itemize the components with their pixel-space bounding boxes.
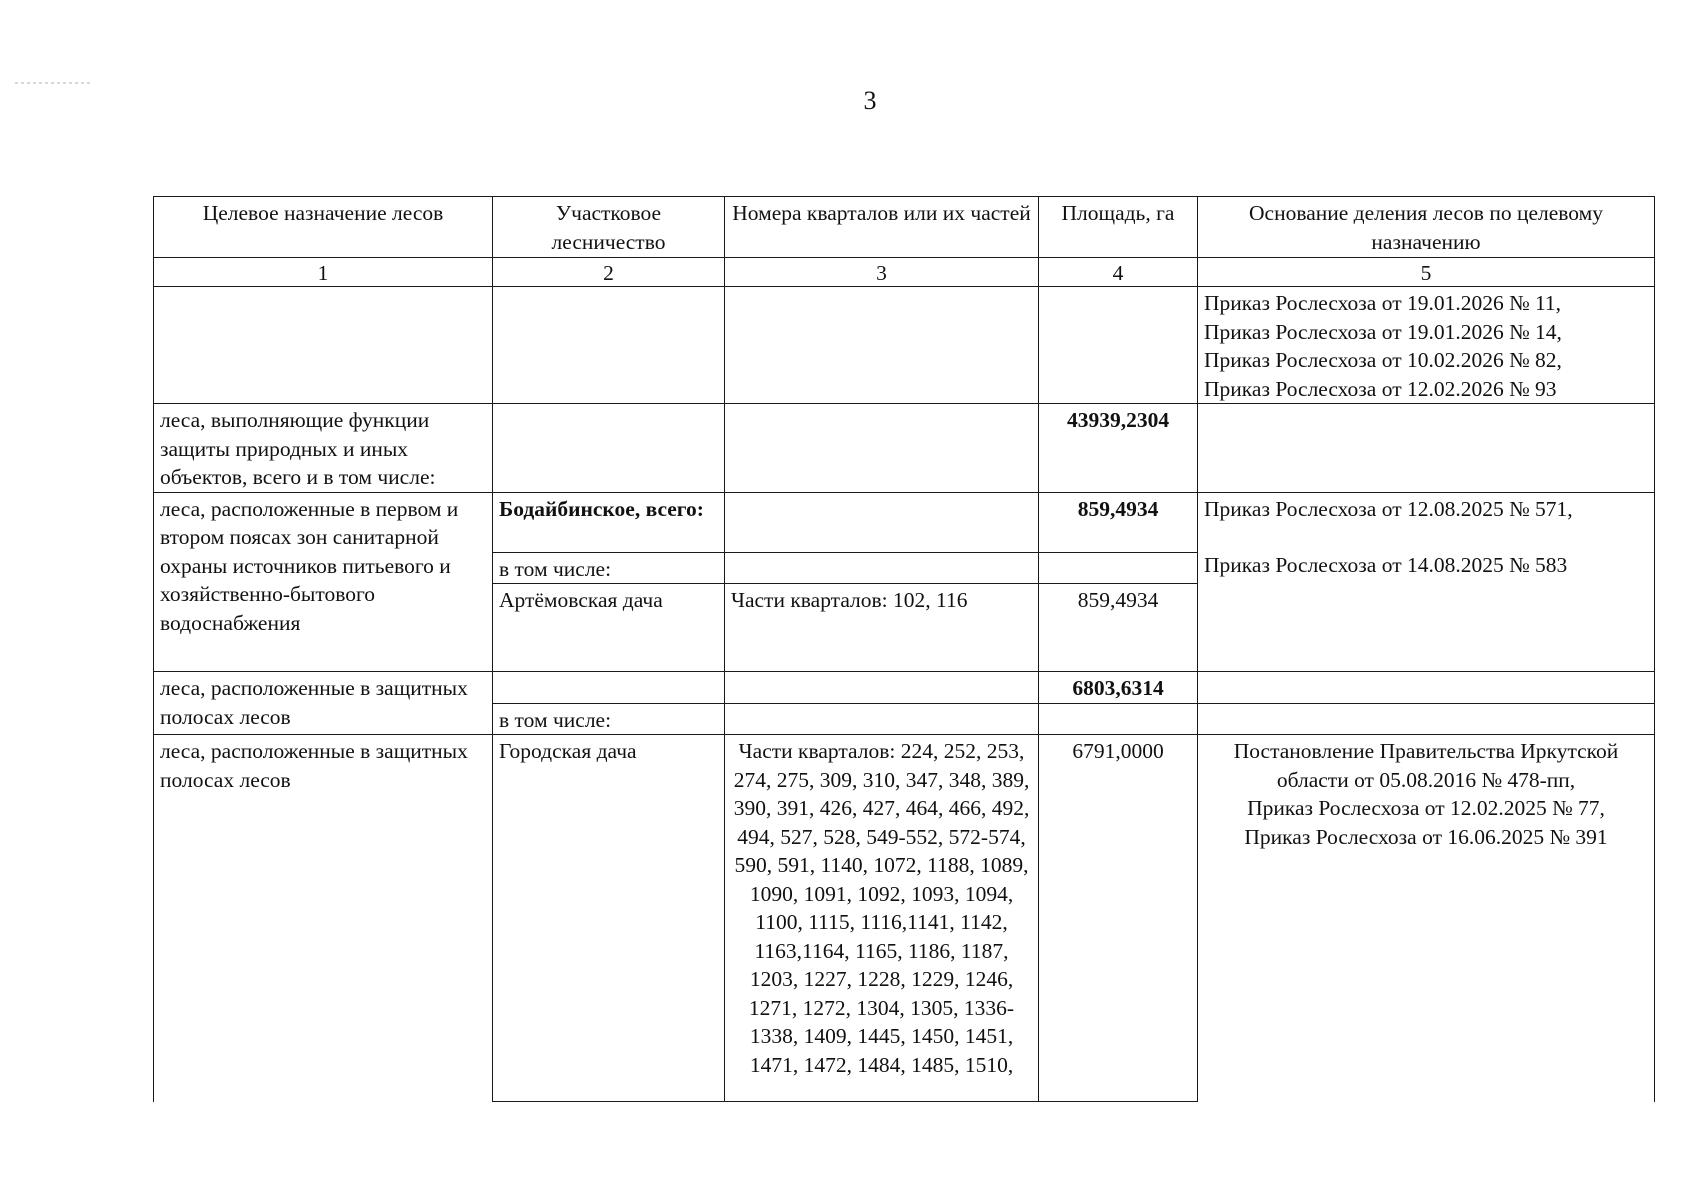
basis-cell (1198, 735, 1655, 1102)
basis-line: Приказ Рослесхоза от 12.02.2026 № 93 (1204, 376, 1557, 401)
basis-line: Приказ Рослесхоза от 19.01.2026 № 11, (1204, 291, 1562, 315)
column-number: 2 (493, 258, 725, 287)
scan-artifact (15, 82, 93, 84)
purpose-cell: леса, выполняющие функции защиты природных и иных объектов, всего и в том числе: (154, 404, 493, 493)
area-cell (1039, 552, 1198, 584)
table-row (154, 672, 1655, 704)
area-cell (1039, 703, 1198, 735)
purpose-cell (154, 287, 493, 404)
quarters-cell: Части кварталов: 102, 116 (725, 584, 1039, 672)
forestry-cell (493, 287, 725, 404)
basis-cell (1198, 492, 1655, 672)
forestry-cell: Городская дача (493, 735, 725, 1102)
quarters-cell (725, 703, 1039, 735)
area-total-cell: 6803,6314 (1039, 672, 1198, 704)
forestry-total-cell: Бодайбинское, всего: (493, 492, 725, 552)
basis-line: Приказ Рослесхоза от 19.01.2026 № 14, (1204, 319, 1562, 344)
column-number: 5 (1198, 258, 1655, 287)
quarters-cell: Части кварталов: 224, 252, 253, 274, 275, 309, 310, 347, 348, 389, 390, 391, 426, 427, 464, 466, 492, 494, 527, 528, 549-552, 572-574, 590, 591, 1140, 1072, 1188, 1089, 1090, 1091, 1092, 1093, 1094, 1100, 1115, 1116,1141, 1142, 1163,1164, 1165, 1186, 1187, 1203, 1227, 1228, 1229, 1246, 1271, 1272, 1304, 1305, 1336-1338, 1409, 1445, 1450, 1451, 1471, 1472, 1484, 1485, 1510, (725, 735, 1039, 1102)
including-label: в том числе: (493, 703, 725, 735)
area-total-cell: 859,4934 (1039, 492, 1198, 552)
table-row (154, 492, 1655, 552)
column-number: 3 (725, 258, 1039, 287)
column-number: 4 (1039, 258, 1198, 287)
purpose-cell: леса, расположенные в защитных полосах лесов (154, 672, 493, 735)
basis-line: Приказ Рослесхоза от 14.08.2025 № 583 (1204, 553, 1568, 577)
basis-cell (1198, 404, 1655, 493)
table-row (154, 287, 1655, 404)
column-number-row (154, 258, 1655, 287)
quarters-cell (725, 287, 1039, 404)
forestry-cell (493, 672, 725, 704)
basis-line: Приказ Рослесхоза от 10.02.2026 № 82, (1204, 348, 1562, 372)
area-cell: 6791,0000 (1039, 735, 1198, 1102)
quarters-cell (725, 492, 1039, 552)
header-quarters: Номера кварталов или их частей (725, 197, 1039, 258)
area-cell: 859,4934 (1039, 584, 1198, 672)
table-row (154, 735, 1655, 1102)
header-area: Площадь, га (1039, 197, 1198, 258)
basis-line: Постановление Правительства Иркутской области от 05.08.2016 № 478-пп, (1233, 739, 1619, 792)
forestry-cell: Артёмовская дача (493, 584, 725, 672)
table-row (154, 404, 1655, 493)
basis-line: Приказ Рослесхоза от 12.08.2025 № 571, (1204, 496, 1573, 521)
basis-cell (1198, 287, 1655, 404)
area-cell: 43939,2304 (1039, 404, 1198, 493)
column-number: 1 (154, 258, 493, 287)
area-cell (1039, 287, 1198, 404)
page-number: 3 (863, 86, 877, 115)
quarters-cell (725, 552, 1039, 584)
basis-line: Приказ Рослесхоза от 16.06.2025 № 391 (1244, 824, 1608, 849)
forestry-cell (493, 404, 725, 493)
forest-purpose-table (153, 196, 1655, 1102)
purpose-cell: леса, расположенные в первом и втором поясах зон санитарной охраны источников питьевого и хозяйственно-бытового водоснабжения (154, 492, 493, 672)
header-basis: Основание деления лесов по целевому назначению (1198, 197, 1655, 258)
quarters-cell (725, 672, 1039, 704)
table-header-row (154, 197, 1655, 258)
including-label: в том числе: (493, 552, 725, 584)
basis-cell (1198, 703, 1655, 735)
header-purpose: Целевое назначение лесов (154, 197, 493, 258)
quarters-cell (725, 404, 1039, 493)
basis-line: Приказ Рослесхоза от 12.02.2025 № 77, (1247, 796, 1605, 820)
basis-cell (1198, 672, 1655, 704)
purpose-cell: леса, расположенные в защитных полосах лесов (154, 735, 493, 1102)
header-forestry: Участковое лесничество (493, 197, 725, 258)
